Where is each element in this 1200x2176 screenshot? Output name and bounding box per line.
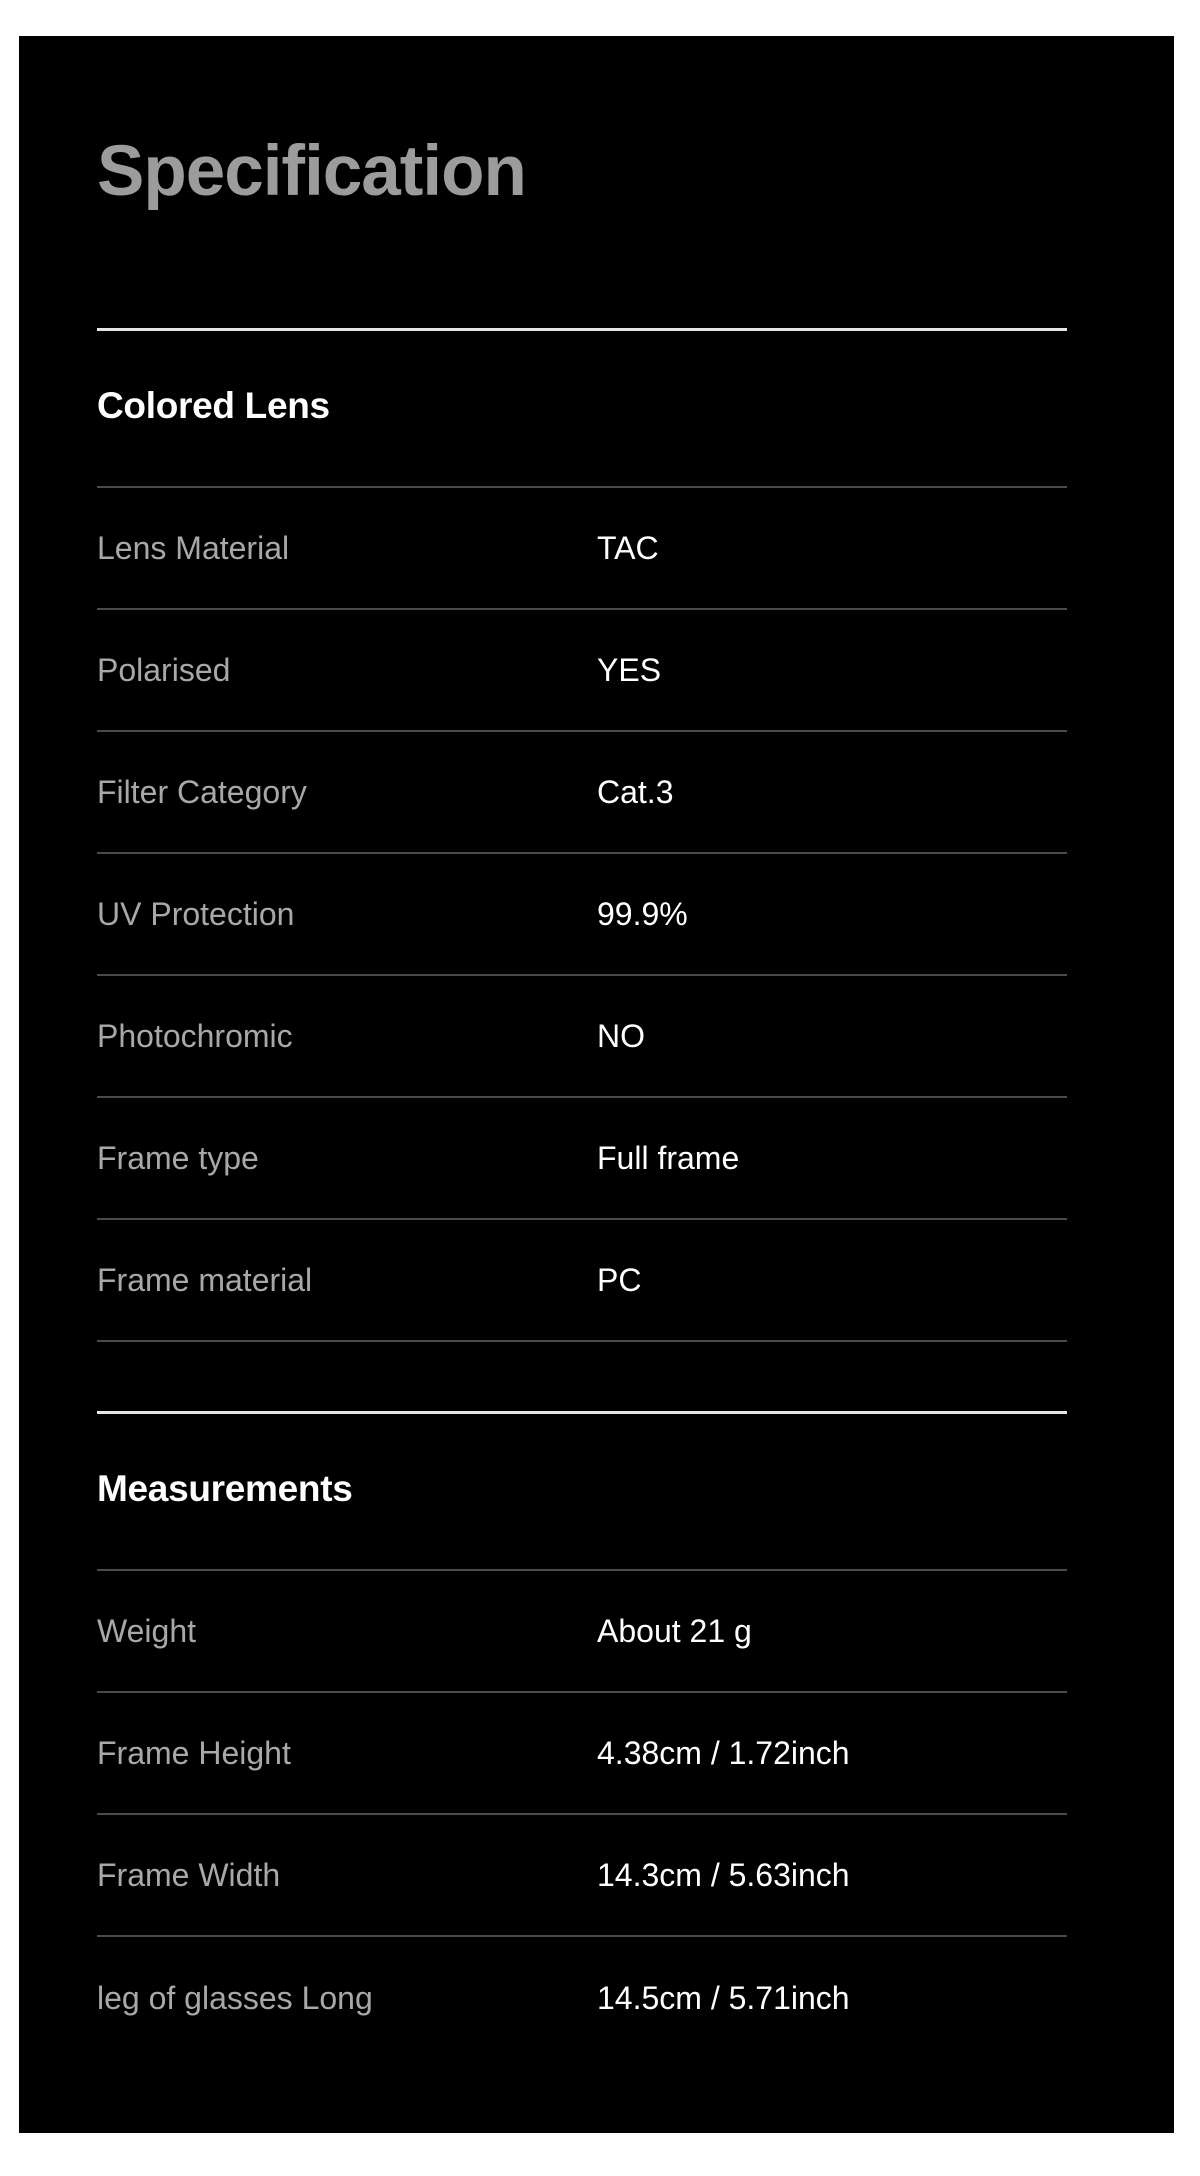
spec-label: Frame material (97, 1261, 313, 1298)
spec-label: Frame Width (97, 1856, 281, 1893)
spec-label: Filter Category (97, 773, 307, 810)
spec-label: Frame type (97, 1139, 259, 1176)
spec-row-frame-type (97, 1098, 1067, 1220)
spec-value: 14.5cm / 5.71inch (597, 1979, 850, 2016)
spec-row-polarised (97, 610, 1067, 732)
spec-value: 4.38cm / 1.72inch (597, 1734, 850, 1771)
spec-value: 14.3cm / 5.63inch (597, 1856, 850, 1893)
section-colored-lens (97, 328, 1067, 1342)
spec-label: Frame Height (97, 1734, 291, 1771)
spec-row-uv-protection (97, 854, 1067, 976)
spec-value: NO (597, 1017, 645, 1054)
section-heading: Measurements (97, 1414, 1067, 1571)
spec-value: About 21 g (597, 1612, 752, 1649)
spec-label: Polarised (97, 651, 231, 688)
page-title: Specification (97, 132, 526, 211)
spec-value: 99.9% (597, 895, 688, 932)
spec-label: Photochromic (97, 1017, 293, 1054)
spec-value: TAC (597, 529, 659, 566)
spec-label: UV Protection (97, 895, 295, 932)
spec-value: Full frame (597, 1139, 740, 1176)
spec-value: Cat.3 (597, 773, 674, 810)
specification-panel (19, 36, 1174, 2133)
spec-row-filter-category (97, 732, 1067, 854)
section-measurements (97, 1411, 1067, 2059)
spec-value: YES (597, 651, 662, 688)
spec-label: Lens Material (97, 529, 290, 566)
spec-row-photochromic (97, 976, 1067, 1098)
spec-row-weight (97, 1571, 1067, 1693)
spec-value: PC (597, 1261, 642, 1298)
section-heading: Colored Lens (97, 331, 1067, 488)
spec-label: Weight (97, 1612, 197, 1649)
spec-row-lens-material (97, 488, 1067, 610)
spec-row-frame-material (97, 1220, 1067, 1342)
spec-row-leg-length (97, 1937, 1067, 2059)
spec-row-frame-height (97, 1693, 1067, 1815)
spec-row-frame-width (97, 1815, 1067, 1937)
spec-label: leg of glasses Long (97, 1979, 373, 2016)
